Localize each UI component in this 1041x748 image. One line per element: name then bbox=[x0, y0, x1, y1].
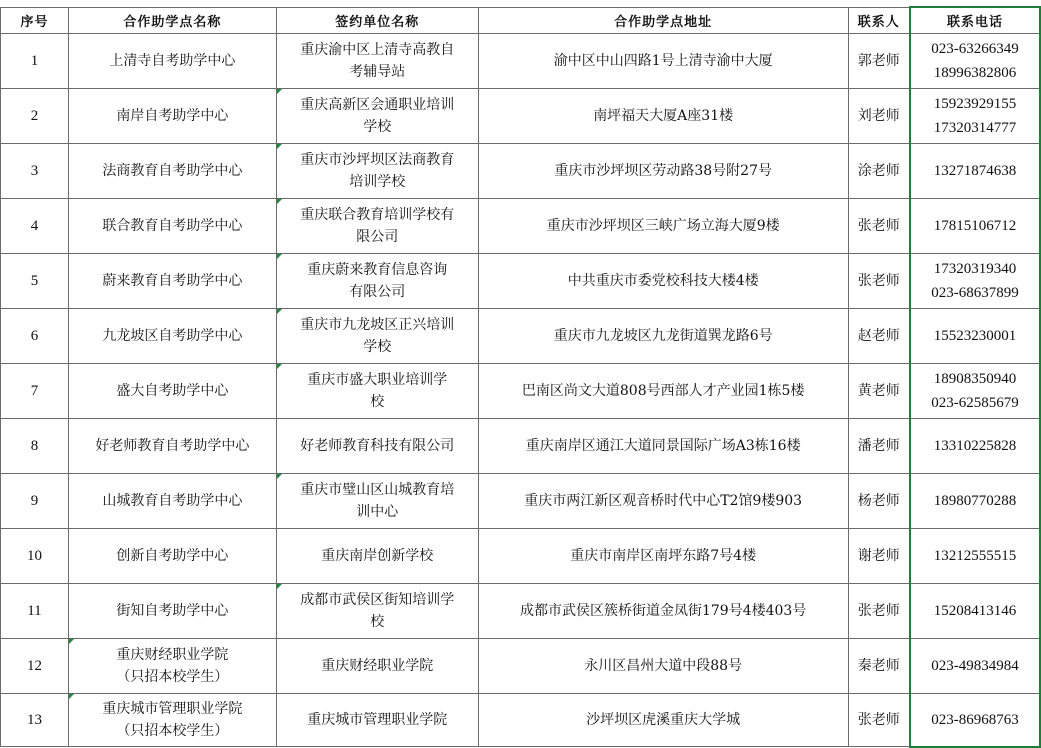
cell-unit-name-line: 重庆南岸创新学校 bbox=[321, 548, 434, 564]
cell-address[interactable] bbox=[478, 34, 848, 89]
cell-center-name[interactable] bbox=[68, 254, 276, 309]
cell-unit-name[interactable] bbox=[276, 34, 478, 89]
cell-phone[interactable] bbox=[910, 694, 1040, 747]
cell-phone-line: 023-62585679 bbox=[931, 395, 1019, 411]
cell-center-name[interactable] bbox=[68, 419, 276, 474]
table-row bbox=[1, 199, 1041, 254]
cell-phone-line: 13271874638 bbox=[933, 163, 1017, 179]
cell-center-name-line: 盛大自考助学中心 bbox=[116, 383, 229, 399]
cell-center-name[interactable] bbox=[68, 89, 276, 144]
cell-center-name[interactable] bbox=[68, 694, 276, 747]
header-unit-name[interactable]: 签约单位名称 bbox=[276, 7, 478, 34]
cell-phone[interactable] bbox=[910, 144, 1040, 199]
cell-unit-name[interactable] bbox=[276, 694, 478, 747]
cell-phone[interactable] bbox=[910, 34, 1040, 89]
cell-unit-name[interactable] bbox=[276, 364, 478, 419]
cell-address[interactable] bbox=[478, 144, 848, 199]
cell-no[interactable]: 1 bbox=[1, 34, 69, 89]
cell-address[interactable] bbox=[478, 364, 848, 419]
cell-center-name-line: 南岸自考助学中心 bbox=[116, 108, 229, 124]
header-phone[interactable]: 联系电话 bbox=[910, 7, 1040, 34]
cell-unit-name-line: 学校 bbox=[363, 339, 392, 355]
header-row bbox=[1, 7, 1041, 34]
cell-phone[interactable] bbox=[910, 474, 1040, 529]
cell-address[interactable] bbox=[478, 419, 848, 474]
cell-phone-line: 17320314777 bbox=[933, 120, 1017, 136]
cell-center-name-line: 法商教育自考助学中心 bbox=[102, 163, 243, 179]
cell-contact[interactable]: 潘老师 bbox=[848, 419, 910, 474]
cell-phone-line: 15923929155 bbox=[933, 96, 1017, 112]
cell-address-line: 重庆市两江新区观音桥时代中心T2馆9楼903 bbox=[524, 493, 803, 509]
cell-phone[interactable] bbox=[910, 584, 1040, 639]
cell-address-line: 重庆市沙坪坝区劳动路38号附27号 bbox=[554, 163, 772, 179]
cell-contact[interactable]: 杨老师 bbox=[848, 474, 910, 529]
cell-contact[interactable]: 黄老师 bbox=[848, 364, 910, 419]
cell-phone-line: 023-63266349 bbox=[931, 41, 1019, 57]
cell-phone-line: 17815106712 bbox=[933, 218, 1017, 234]
cell-center-name[interactable] bbox=[68, 309, 276, 364]
cell-no[interactable]: 7 bbox=[1, 364, 69, 419]
cell-unit-name-line: 限公司 bbox=[356, 229, 399, 245]
cell-phone-line: 15523230001 bbox=[933, 328, 1017, 344]
header-address[interactable]: 合作助学点地址 bbox=[478, 7, 848, 34]
cell-contact[interactable]: 谢老师 bbox=[848, 529, 910, 584]
cell-center-name[interactable] bbox=[68, 199, 276, 254]
table-row bbox=[1, 34, 1041, 89]
cell-contact[interactable]: 郭老师 bbox=[848, 34, 910, 89]
table-row bbox=[1, 694, 1041, 747]
cell-unit-name[interactable] bbox=[276, 584, 478, 639]
cell-unit-name[interactable] bbox=[276, 144, 478, 199]
cell-unit-name[interactable] bbox=[276, 529, 478, 584]
cell-center-name[interactable] bbox=[68, 529, 276, 584]
cell-phone[interactable] bbox=[910, 639, 1040, 694]
cell-address[interactable] bbox=[478, 254, 848, 309]
cell-phone-line: 023-86968763 bbox=[931, 711, 1019, 728]
table-row bbox=[1, 639, 1041, 694]
cell-unit-name-line: 重庆高新区会通职业培训 bbox=[300, 97, 455, 113]
cell-contact[interactable]: 张老师 bbox=[848, 254, 910, 309]
cell-unit-name-line: 学校 bbox=[363, 119, 392, 135]
cell-unit-name[interactable] bbox=[276, 639, 478, 694]
cell-unit-name-line: 重庆联合教育培训学校有 bbox=[300, 207, 455, 223]
cell-unit-name-line: 重庆市璧山区山城教育培 bbox=[300, 482, 455, 498]
cell-unit-name-line: 重庆市沙坪坝区法商教育 bbox=[300, 152, 455, 168]
cell-center-name-line: （只招本校学生） bbox=[116, 669, 229, 685]
cell-contact[interactable]: 秦老师 bbox=[848, 639, 910, 694]
cell-unit-name-line: 重庆蔚来教育信息咨询 bbox=[307, 262, 448, 278]
cell-unit-name[interactable] bbox=[276, 89, 478, 144]
table-row bbox=[1, 529, 1041, 584]
cell-center-name-line: （只招本校学生） bbox=[116, 723, 229, 739]
cell-contact[interactable]: 赵老师 bbox=[848, 309, 910, 364]
cell-unit-name[interactable] bbox=[276, 474, 478, 529]
cell-address-line: 南坪福天大厦A座31楼 bbox=[593, 108, 734, 124]
cell-center-name-line: 街知自考助学中心 bbox=[116, 603, 229, 619]
table-row bbox=[1, 419, 1041, 474]
cell-phone-line: 023-68637899 bbox=[931, 285, 1019, 301]
cell-address-line: 永川区昌州大道中段88号 bbox=[584, 658, 743, 674]
cell-unit-name[interactable] bbox=[276, 254, 478, 309]
cell-center-name-line: 创新自考助学中心 bbox=[116, 548, 229, 564]
cell-center-name[interactable] bbox=[68, 364, 276, 419]
cell-phone[interactable] bbox=[910, 309, 1040, 364]
header-contact[interactable]: 联系人 bbox=[848, 7, 910, 34]
cell-contact[interactable]: 张老师 bbox=[848, 199, 910, 254]
cell-phone-line: 18996382806 bbox=[933, 65, 1017, 81]
cell-address[interactable] bbox=[478, 309, 848, 364]
cell-center-name[interactable] bbox=[68, 34, 276, 89]
cell-contact[interactable]: 涂老师 bbox=[848, 144, 910, 199]
cell-center-name-line: 重庆城市管理职业学院 bbox=[102, 701, 243, 717]
cell-unit-name[interactable] bbox=[276, 419, 478, 474]
cell-address[interactable] bbox=[478, 199, 848, 254]
cell-phone-line: 17320319340 bbox=[933, 261, 1017, 277]
cell-unit-name-line: 训中心 bbox=[356, 504, 399, 520]
table-row bbox=[1, 309, 1041, 364]
table-row bbox=[1, 474, 1041, 529]
cell-phone-line: 13212555515 bbox=[933, 548, 1017, 564]
cell-contact[interactable]: 张老师 bbox=[848, 584, 910, 639]
cell-phone-line: 15208413146 bbox=[933, 603, 1017, 619]
table-row bbox=[1, 89, 1041, 144]
cell-address-line: 重庆市沙坪坝区三峡广场立海大厦9楼 bbox=[546, 218, 780, 234]
cell-phone-line: 13310225828 bbox=[933, 438, 1017, 454]
cell-address-line: 重庆南岸区通江大道同景国际广场A3栋16楼 bbox=[525, 438, 801, 454]
cell-address[interactable] bbox=[478, 474, 848, 529]
cell-unit-name-line: 重庆渝中区上清寺高教自 bbox=[300, 42, 455, 58]
cell-contact[interactable]: 刘老师 bbox=[848, 89, 910, 144]
table-row bbox=[1, 254, 1041, 309]
cell-no[interactable]: 2 bbox=[1, 89, 69, 144]
cell-unit-name-line: 重庆财经职业学院 bbox=[321, 658, 434, 674]
cell-phone[interactable] bbox=[910, 419, 1040, 474]
cell-no[interactable]: 3 bbox=[1, 144, 69, 199]
cell-center-name-line: 好老师教育自考助学中心 bbox=[95, 438, 250, 454]
cell-no[interactable]: 4 bbox=[1, 199, 69, 254]
table-row bbox=[1, 364, 1041, 419]
cell-address[interactable] bbox=[478, 89, 848, 144]
cell-address-line: 重庆市南岸区南坪东路7号4楼 bbox=[570, 548, 757, 564]
cell-unit-name-line: 重庆市九龙坡区正兴培训 bbox=[300, 317, 455, 333]
cell-center-name[interactable] bbox=[68, 584, 276, 639]
cell-phone-line: 023-49834984 bbox=[931, 658, 1019, 674]
cell-center-name[interactable] bbox=[68, 474, 276, 529]
cell-unit-name-line: 有限公司 bbox=[349, 284, 406, 300]
cell-center-name-line: 上清寺自考助学中心 bbox=[109, 53, 236, 69]
cell-phone[interactable] bbox=[910, 529, 1040, 584]
cell-unit-name-line: 重庆市盛大职业培训学 bbox=[307, 372, 448, 388]
cell-phone[interactable] bbox=[910, 199, 1040, 254]
header-center-name[interactable]: 合作助学点名称 bbox=[68, 7, 276, 34]
cell-unit-name-line: 培训学校 bbox=[349, 174, 406, 190]
table-row bbox=[1, 144, 1041, 199]
cell-unit-name-line: 成都市武侯区街知培训学 bbox=[300, 592, 455, 608]
cell-unit-name[interactable] bbox=[276, 309, 478, 364]
cell-address-line: 成都市武侯区簇桥街道金凤街179号4楼403号 bbox=[519, 603, 807, 619]
header-no[interactable]: 序号 bbox=[1, 7, 69, 34]
cell-center-name-line: 蔚来教育自考助学中心 bbox=[102, 273, 243, 289]
cell-center-name-line: 九龙坡区自考助学中心 bbox=[102, 328, 243, 344]
cell-address[interactable] bbox=[478, 529, 848, 584]
cell-address-line: 重庆市九龙坡区九龙街道巽龙路6号 bbox=[553, 328, 773, 344]
cell-no[interactable]: 5 bbox=[1, 254, 69, 309]
partner-centers-table bbox=[0, 6, 1041, 748]
cell-no[interactable]: 9 bbox=[1, 474, 69, 529]
cell-center-name-line: 联合教育自考助学中心 bbox=[102, 218, 243, 234]
cell-unit-name[interactable] bbox=[276, 199, 478, 254]
cell-no[interactable]: 8 bbox=[1, 419, 69, 474]
cell-unit-name-line: 校 bbox=[370, 614, 385, 630]
cell-phone-line: 18908350940 bbox=[933, 371, 1017, 387]
cell-unit-name-line: 重庆城市管理职业学院 bbox=[307, 712, 448, 728]
cell-no[interactable]: 6 bbox=[1, 309, 69, 364]
cell-address[interactable] bbox=[478, 639, 848, 694]
table-body bbox=[1, 34, 1041, 747]
cell-phone[interactable] bbox=[910, 364, 1040, 419]
cell-phone-line: 18980770288 bbox=[933, 493, 1017, 509]
cell-center-name-line: 重庆财经职业学院 bbox=[116, 647, 229, 663]
cell-no[interactable]: 12 bbox=[1, 639, 69, 694]
cell-contact[interactable]: 张老师 bbox=[848, 694, 910, 747]
cell-center-name[interactable] bbox=[68, 144, 276, 199]
cell-address-line: 巴南区尚文大道808号西部人才产业园1栋5楼 bbox=[521, 383, 805, 399]
cell-center-name[interactable] bbox=[68, 639, 276, 694]
cell-no[interactable]: 13 bbox=[1, 694, 69, 747]
cell-unit-name-line: 好老师教育科技有限公司 bbox=[300, 438, 455, 454]
cell-no[interactable]: 11 bbox=[1, 584, 69, 639]
cell-address-line: 渝中区中山四路1号上清寺渝中大厦 bbox=[553, 53, 773, 69]
cell-address[interactable] bbox=[478, 584, 848, 639]
cell-unit-name-line: 校 bbox=[370, 394, 385, 410]
table-row bbox=[1, 584, 1041, 639]
cell-unit-name-line: 考辅导站 bbox=[349, 64, 406, 80]
cell-center-name-line: 山城教育自考助学中心 bbox=[102, 493, 243, 509]
cell-address[interactable] bbox=[478, 694, 848, 747]
cell-no[interactable]: 10 bbox=[1, 529, 69, 584]
cell-phone[interactable] bbox=[910, 89, 1040, 144]
cell-phone[interactable] bbox=[910, 254, 1040, 309]
cell-address-line: 沙坪坝区虎溪重庆大学城 bbox=[586, 712, 741, 728]
cell-address-line: 中共重庆市委党校科技大楼4楼 bbox=[567, 273, 759, 289]
